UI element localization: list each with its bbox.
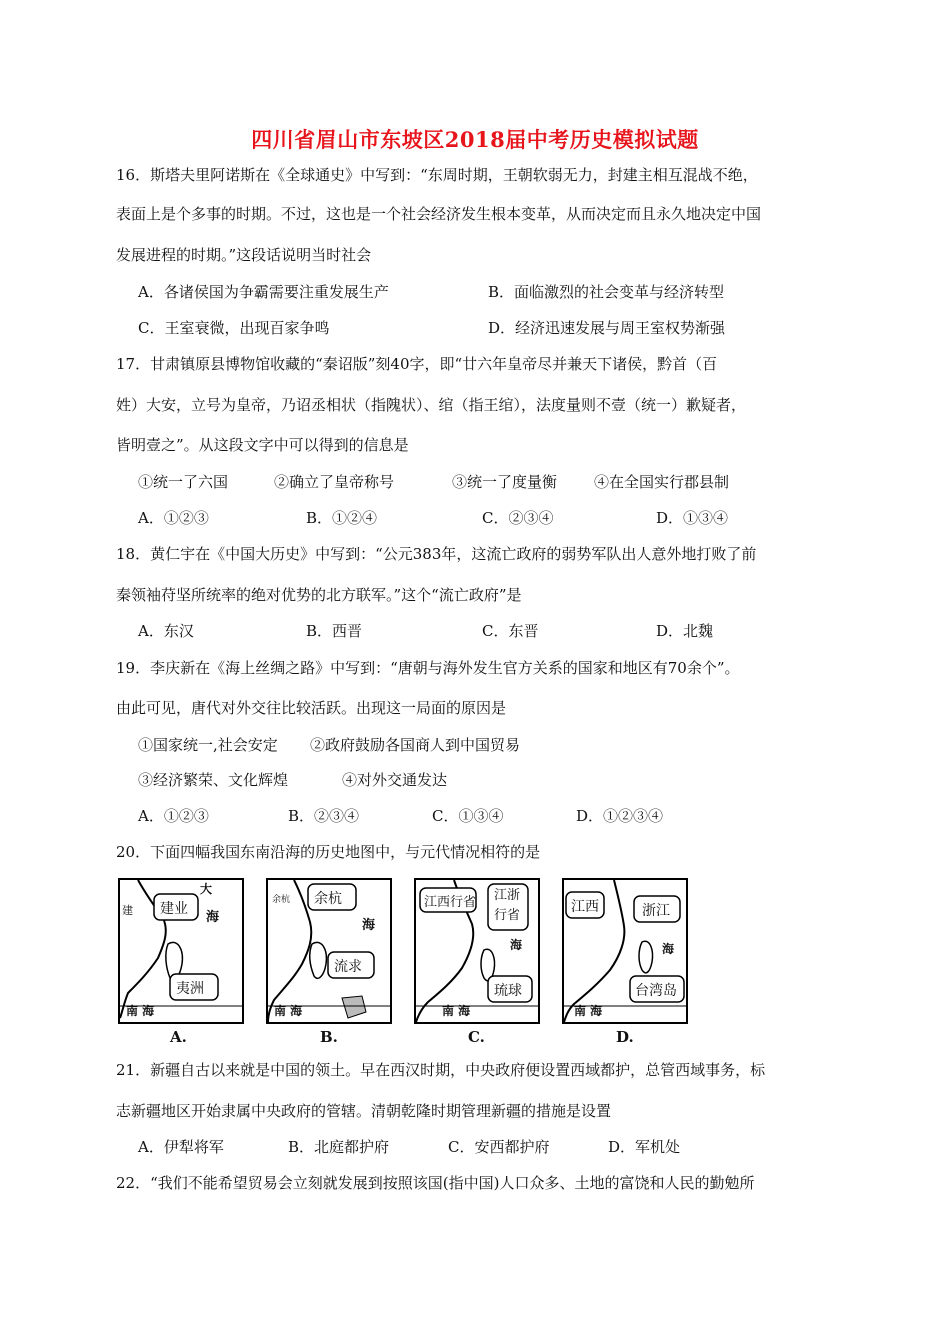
q19-option-a[interactable]: A．①②③ (138, 807, 209, 825)
q18-stem-line2: 秦领袖苻坚所统率的绝对优势的北方联军。”这个“流亡政府”是 (116, 586, 522, 604)
q21-option-a[interactable]: A．伊犁将军 (138, 1138, 224, 1156)
q19-statement-3: ③经济繁荣、文化辉煌 (138, 771, 289, 789)
q20-stem-line1: 20．下面四幅我国东南沿海的历史地图中，与元代情况相符的是 (116, 843, 541, 861)
map-a-sea: 海 (206, 910, 220, 925)
q17-option-b[interactable]: B．①②④ (306, 509, 378, 527)
q21-option-c[interactable]: C．安西都护府 (448, 1138, 550, 1156)
q16-option-a[interactable]: A．各诸侯国为争霸需要注重发展生产 (138, 283, 389, 301)
q21-option-b[interactable]: B．北庭都护府 (288, 1138, 390, 1156)
q21-stem-line1: 21．新疆自古以来就是中国的领土。早在西汉时期，中央政府便设置西域都护，总管西域事务，标 (116, 1061, 766, 1079)
map-d-letter: D. (616, 1028, 634, 1046)
q16-option-c[interactable]: C．王室衰微，出现百家争鸣 (138, 319, 330, 337)
q16-stem-line3: 发展进程的时期。”这段话说明当时社会 (116, 246, 372, 264)
map-a-label-jianye: 建业 (160, 901, 188, 917)
q17-stem-line1: 17．甘肃镇原县博物馆收藏的“秦诏版”刻40字，即“廿六年皇帝尽并兼天下诸侯，黔首（百 (116, 355, 718, 373)
map-b-extra-1: 余杭 (272, 895, 291, 905)
q17-statement-2: ②确立了皇帝称号 (274, 473, 395, 491)
q18-option-a[interactable]: A．东汉 (138, 622, 194, 640)
q17-option-a[interactable]: A．①②③ (138, 509, 209, 527)
q17-statement-3: ③统一了度量衡 (452, 473, 558, 491)
q19-stem-line2: 由此可见，唐代对外交往比较活跃。出现这一局面的原因是 (116, 699, 507, 717)
map-d-label-jiangxi: 江西 (571, 899, 599, 915)
map-d-label-zhejiang: 浙江 (642, 903, 670, 919)
q18-option-b[interactable]: B．西晋 (306, 622, 363, 640)
q16-option-b[interactable]: B．面临激烈的社会变革与经济转型 (488, 283, 725, 301)
q17-stem-line2: 姓）大安，立号为皇帝，乃诏丞相状（指隗状）、绾（指王绾），法度量则不壹（统一）歉疑者， (116, 396, 747, 414)
q22-stem-line1: 22．“我们不能希望贸易会立刻就发展到按照该国(指中国)人口众多、土地的富饶和人民的勤勉所 (116, 1174, 755, 1192)
q16-option-d[interactable]: D．经济迅速发展与周王室权势渐强 (488, 319, 726, 337)
map-d-south-sea: 南 海 (574, 1004, 603, 1018)
q21-stem-line2: 志新疆地区开始隶属中央政府的管辖。清朝乾隆时期管理新疆的措施是设置 (116, 1102, 612, 1120)
map-d[interactable] (562, 878, 688, 1024)
q19-statement-1: ①国家统一,社会安定 (138, 736, 278, 754)
map-c-letter: C. (468, 1028, 485, 1046)
q18-stem-line1: 18．黄仁宇在《中国大历史》中写到：“公元383年，这流亡政府的弱势军队出人意外地打败了前 (116, 545, 757, 563)
map-b[interactable] (266, 878, 392, 1024)
map-c-label-liuqiu: 琉球 (494, 983, 522, 999)
q19-statement-4: ④对外交通发达 (342, 771, 448, 789)
q17-option-d[interactable]: D．①③④ (656, 509, 729, 527)
q19-stem-line1: 19．李庆新在《海上丝绸之路》中写到：“唐朝与海外发生官方关系的国家和地区有70余个”。 (116, 659, 740, 677)
map-a-south-sea: 南 海 (126, 1004, 155, 1018)
q17-statement-4: ④在全国实行郡县制 (594, 473, 730, 491)
map-c-label-jiangxi: 江西行省 (424, 895, 477, 910)
q16-stem-line1: 16．斯塔夫里阿诺斯在《全球通史》中写到：“东周时期，王朝软弱无力，封建主相互混战不绝， (116, 166, 758, 184)
q18-option-d[interactable]: D．北魏 (656, 622, 714, 640)
map-a-extra-1: 大 (200, 882, 213, 896)
map-a[interactable] (118, 878, 244, 1024)
map-b-sea: 海 (362, 918, 376, 933)
map-c-sea: 海 (510, 938, 523, 952)
q19-option-c[interactable]: C．①③④ (432, 807, 504, 825)
map-c-label-jiangzhe: 江浙行省 (494, 888, 521, 923)
map-b-label-liuqiu: 流求 (334, 959, 362, 975)
q19-statement-2: ②政府鼓励各国商人到中国贸易 (310, 736, 521, 754)
q16-stem-line2: 表面上是个多事的时期。不过，这也是一个社会经济发生根本变革，从而决定而且永久地决定中国 (116, 205, 762, 223)
map-c-south-sea: 南 海 (442, 1004, 471, 1018)
q18-option-c[interactable]: C．东晋 (482, 622, 539, 640)
q17-option-c[interactable]: C．②③④ (482, 509, 554, 527)
q20-map-group (118, 878, 698, 1046)
map-b-label-yuhang: 余杭 (314, 891, 342, 907)
q17-statement-1: ①统一了六国 (138, 473, 229, 491)
map-b-south-sea: 南 海 (274, 1004, 303, 1018)
map-a-label-yizhou: 夷洲 (176, 981, 204, 997)
map-a-extra-2: 建 (122, 904, 133, 917)
map-d-label-taiwan: 台湾岛 (635, 983, 677, 999)
q19-option-d[interactable]: D．①②③④ (576, 807, 664, 825)
page-title: 四川省眉山市东坡区2018届中考历史模拟试题 (251, 127, 699, 152)
q21-option-d[interactable]: D．军机处 (608, 1138, 681, 1156)
q17-stem-line3: 皆明壹之”。从这段文字中可以得到的信息是 (116, 436, 409, 454)
map-c[interactable] (414, 878, 540, 1024)
map-a-letter: A. (170, 1028, 187, 1046)
map-d-sea: 海 (662, 942, 675, 956)
q19-option-b[interactable]: B．②③④ (288, 807, 360, 825)
map-b-letter: B. (320, 1028, 338, 1046)
